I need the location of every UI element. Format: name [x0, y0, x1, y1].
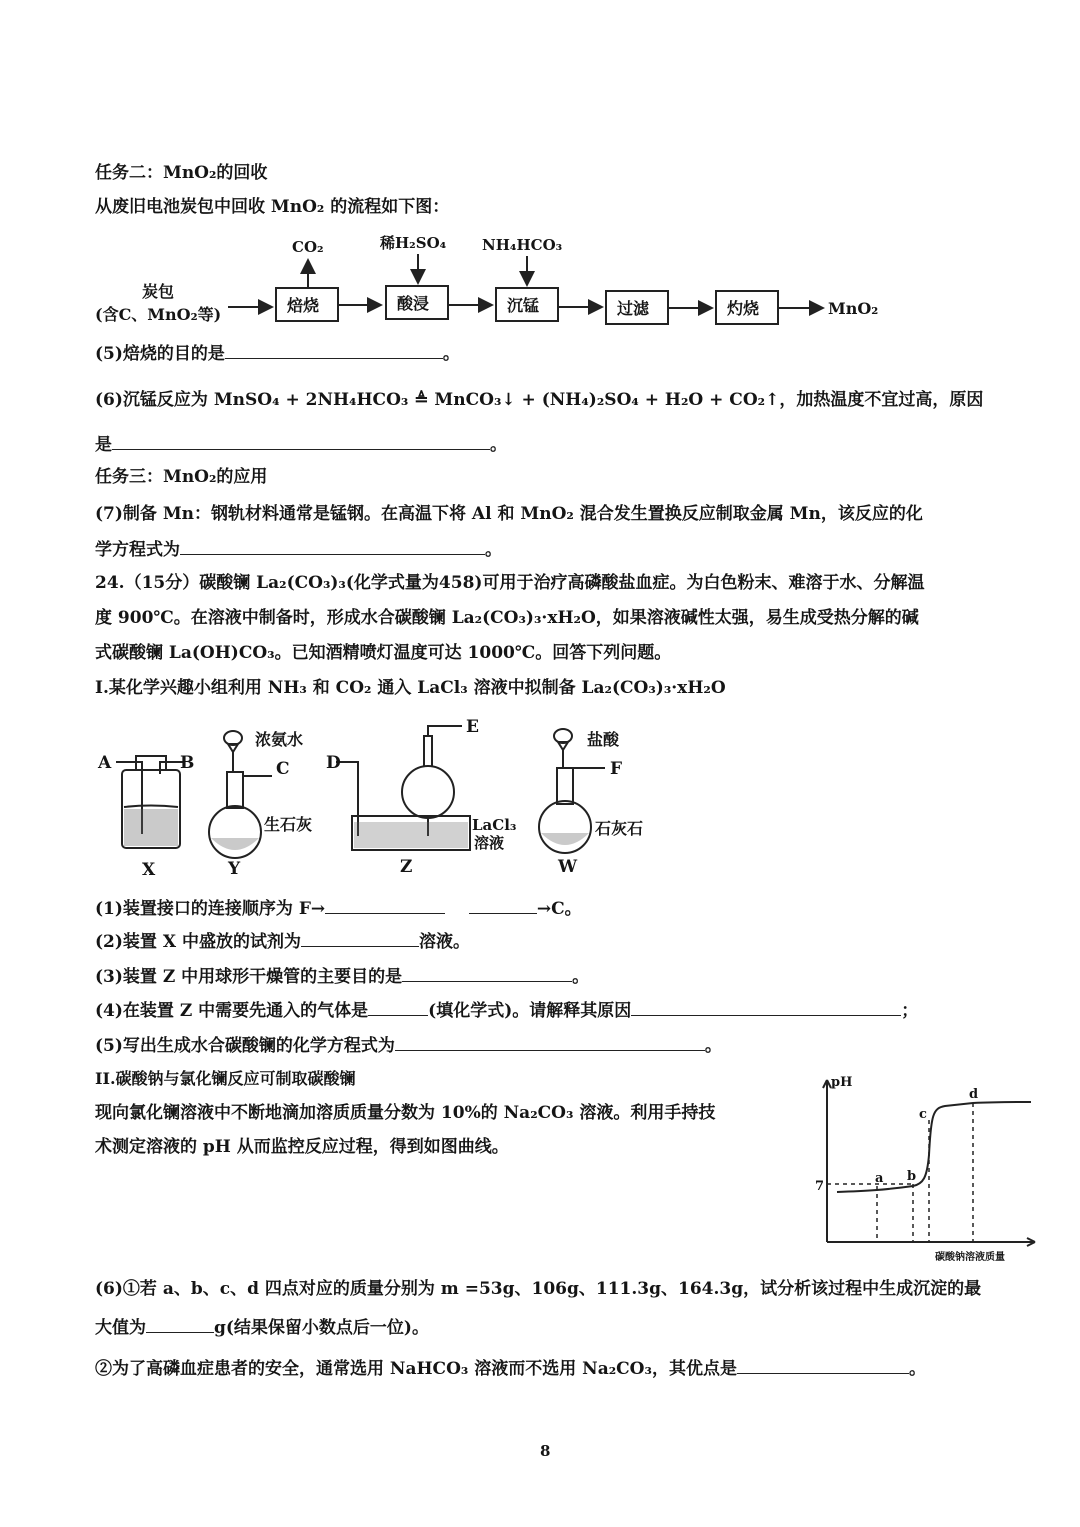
flask-y	[209, 806, 261, 858]
part1-q1	[95, 897, 582, 920]
point-b-label: b	[907, 1169, 917, 1184]
label-conc-ammonia: 浓氨水	[255, 730, 304, 749]
answer-blank-6-1[interactable]	[146, 1316, 214, 1333]
answer-blank-7[interactable]	[180, 538, 485, 555]
part1-q4-text: (4)在装置 Z 中需要先通入的气体是	[95, 1001, 369, 1021]
answer-blank-4a[interactable]	[368, 999, 428, 1016]
flask-w-neck	[557, 768, 573, 804]
flow-step-acid: 酸浸	[397, 294, 430, 313]
label-d: D	[326, 753, 341, 773]
x-axis-label: 碳酸钠溶液质量	[935, 1252, 1005, 1263]
part1-q5-end: 。	[704, 1036, 722, 1056]
answer-blank-1b[interactable]	[469, 897, 537, 914]
question-6: (6)沉锰反应为 MnSO₄ + 2NH₄HCO₃ ≜ MnCO₃↓ + (NH₄)₂SO₄ + H₂O + CO₂↑，加热温度不宜过高，原因	[95, 390, 984, 410]
answer-blank-2[interactable]	[301, 930, 419, 947]
flow-output: MnO₂	[828, 299, 879, 318]
question-6-cont-text: 是	[95, 435, 112, 455]
flow-step-calcine: 灼烧	[727, 299, 760, 318]
point-d-label: d	[969, 1087, 979, 1102]
q6-part2-line2-end: g(结果保留小数点后一位)。	[214, 1318, 429, 1338]
part1-q1-end: →C。	[536, 899, 582, 919]
answer-blank-6-2[interactable]	[737, 1357, 909, 1374]
flask-z	[402, 766, 454, 818]
part1-q4	[95, 999, 918, 1022]
flow-step-precip: 沉锰	[507, 296, 540, 315]
part1-q1-text: (1)装置接口的连接顺序为 F→	[95, 899, 326, 919]
flow-input-line2: (含C、MnO₂等)	[95, 305, 222, 324]
part1-q3-end: 。	[572, 967, 590, 987]
part2-title: II.碳酸钠与氯化镧反应可制取碳酸镧	[95, 1069, 356, 1088]
answer-blank-3[interactable]	[402, 965, 572, 982]
answer-blank-5[interactable]	[225, 342, 443, 359]
q6-part2-line1: (6)①若 a、b、c、d 四点对应的质量分别为 m =53g、106g、111.3g、164.3g，试分析该过程中生成沉淀的最	[95, 1279, 982, 1299]
question-24-line3: 式碳酸镧 La(OH)CO₃。已知酒精喷灯温度可达 1000℃。回答下列问题。	[95, 643, 672, 663]
flow-reagent-nh4hco3: NH₄HCO₃	[482, 236, 563, 254]
label-quicklime: 生石灰	[264, 815, 313, 834]
part1-q4-end: ；	[901, 1001, 919, 1021]
question-24-line1: 24.（15分）碳酸镧 La₂(CO₃)₃(化学式量为458)可用于治疗高磷酸盐血症。为白色粉末、难溶于水、分解温	[95, 573, 925, 593]
q6-part2-line2-text: 大值为	[95, 1318, 146, 1338]
part2-line2: 术测定溶液的 pH 从而监控反应过程，得到如图曲线。	[95, 1137, 509, 1157]
label-solution: 溶液	[474, 834, 505, 852]
part1-q4-mid: (填化学式)。请解释其原因	[428, 1001, 632, 1021]
flow-step-filter: 过滤	[617, 299, 650, 318]
flow-chart	[90, 228, 910, 338]
flow-step-roast: 焙烧	[287, 296, 320, 315]
flow-gas-co2: CO₂	[292, 238, 324, 256]
part1-q2-text: (2)装置 X 中盛放的试剂为	[95, 932, 301, 952]
label-y: Y	[228, 859, 241, 879]
question-6-cont	[95, 433, 507, 456]
answer-blank-5b[interactable]	[395, 1034, 705, 1051]
y-axis-label: pH	[831, 1075, 853, 1090]
label-a: A	[98, 753, 112, 773]
part1-q5	[95, 1034, 722, 1057]
answer-blank-1a[interactable]	[325, 897, 445, 914]
flow-reagent-h2so4: 稀H₂SO₄	[380, 234, 447, 252]
label-e: E	[466, 717, 479, 737]
part2-line1: 现向氯化镧溶液中不断地滴加溶质质量分数为 10%的 Na₂CO₃ 溶液。利用手持技	[95, 1103, 716, 1123]
funnel-w	[558, 742, 568, 768]
label-f: F	[610, 759, 623, 779]
part1-q2-end: 溶液。	[418, 932, 470, 952]
flask-z-neck	[424, 736, 432, 766]
flow-input-line1: 炭包	[142, 282, 175, 301]
part1-q3-text: (3)装置 Z 中用球形干燥管的主要目的是	[95, 967, 403, 987]
q6-part2-line3-text: ②为了高磷血症患者的安全，通常选用 NaHCO₃ 溶液而不选用 Na₂CO₃，其优点是	[95, 1359, 737, 1379]
y-tick-7: 7	[815, 1179, 825, 1194]
question-24-part1: I.某化学兴趣小组利用 NH₃ 和 CO₂ 通入 LaCl₃ 溶液中拟制备 La₂(CO₃)₃·xH₂O	[95, 678, 726, 698]
funnel-y	[228, 744, 238, 772]
task2-intro: 从废旧电池炭包中回收 MnO₂ 的流程如下图：	[95, 197, 450, 217]
answer-blank-6[interactable]	[112, 433, 490, 450]
point-c-label: c	[919, 1107, 927, 1122]
page-number: 8	[540, 1442, 551, 1460]
ph-chart	[805, 1070, 1045, 1265]
label-z: Z	[400, 857, 413, 877]
label-limestone: 石灰石	[595, 819, 644, 838]
part1-q5-text: (5)写出生成水合碳酸镧的化学方程式为	[95, 1036, 395, 1056]
question-5-end: 。	[442, 344, 460, 364]
part1-q2	[95, 930, 470, 953]
flask-y-neck	[227, 772, 243, 808]
apparatus-diagram	[90, 712, 690, 887]
point-a-label: a	[875, 1171, 884, 1186]
label-b: B	[180, 753, 195, 773]
label-lacl3: LaCl₃	[472, 816, 517, 834]
q6-part2-line3-end: 。	[908, 1359, 926, 1379]
question-7-line2-text: 学方程式为	[95, 540, 180, 560]
question-24-line2: 度 900℃。在溶液中制备时，形成水合碳酸镧 La₂(CO₃)₃·xH₂O，如果溶液碱性太强，易生成受热分解的碱	[95, 608, 919, 628]
question-7-end: 。	[485, 540, 502, 560]
tube-e	[428, 726, 462, 736]
flask-w	[539, 801, 591, 853]
bottle-x-liquid	[124, 809, 178, 846]
part1-q3	[95, 965, 589, 988]
question-7-line2	[95, 538, 502, 561]
ph-curve	[837, 1102, 1031, 1192]
trough-z-liquid	[354, 822, 468, 848]
label-w: W	[558, 857, 578, 877]
task3-title: 任务三：MnO₂的应用	[95, 467, 268, 487]
label-hcl: 盐酸	[587, 730, 620, 749]
flask-w-solid	[541, 833, 589, 845]
question-5-text: (5)焙烧的目的是	[95, 344, 225, 364]
question-5	[95, 342, 460, 365]
answer-blank-4b[interactable]	[631, 999, 901, 1016]
label-x: X	[142, 860, 156, 880]
q6-part2-line3	[95, 1357, 926, 1380]
flask-y-solid	[211, 838, 259, 850]
label-c: C	[276, 759, 290, 779]
task2-title: 任务二：MnO₂的回收	[95, 163, 268, 183]
question-7-line1: (7)制备 Mn：钢轨材料通常是锰钢。在高温下将 Al 和 MnO₂ 混合发生置换反应制取金属 Mn，该反应的化	[95, 504, 923, 524]
question-6-end: 。	[490, 435, 507, 455]
q6-part2-line2	[95, 1316, 429, 1339]
